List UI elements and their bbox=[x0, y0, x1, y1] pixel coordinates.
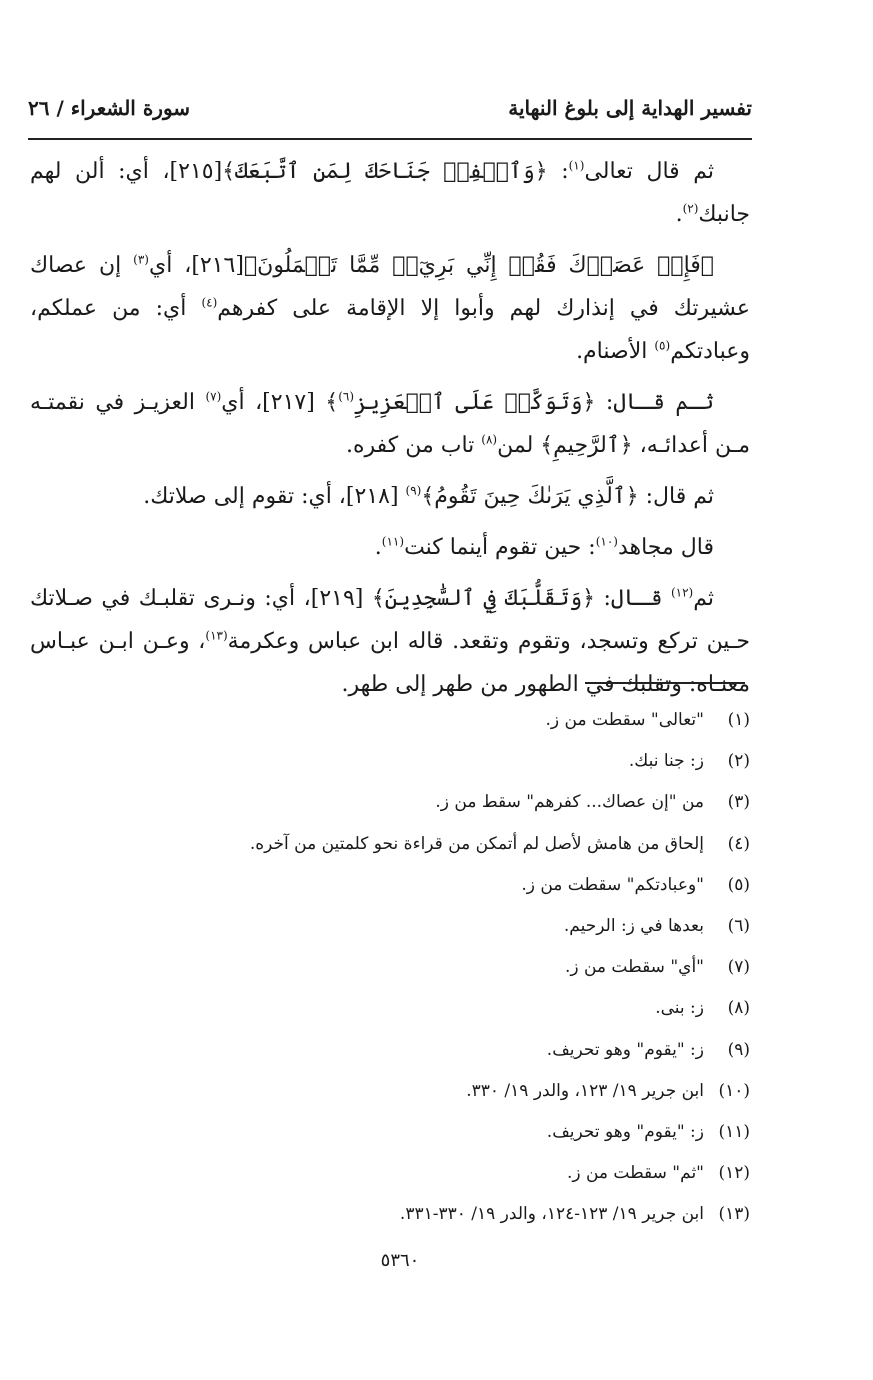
footnote-number: (١٣) bbox=[718, 1204, 750, 1225]
footnote-ref: (١٣) bbox=[205, 628, 228, 643]
footnote-number: (٩) bbox=[727, 1039, 750, 1060]
footnote-number: (٤) bbox=[727, 833, 750, 854]
footnote bbox=[80, 700, 750, 741]
surah-title: سورة الشعراء / ٢٦ bbox=[28, 96, 191, 120]
footnote-text: ز: بنى. bbox=[655, 998, 704, 1019]
footnote bbox=[80, 741, 750, 782]
paragraph-1 bbox=[30, 150, 750, 236]
footnote-ref: (٤) bbox=[201, 295, 218, 310]
page-number: ٥٣٦٠ bbox=[380, 1250, 420, 1271]
footnote-text: ز: "يقوم" وهو تحريف. bbox=[546, 1121, 704, 1142]
footnote-number: (٦) bbox=[727, 915, 750, 936]
footnote bbox=[80, 1071, 750, 1112]
footnote-text: "ثم" سقطت من ز. bbox=[566, 1163, 704, 1184]
footnote-ref: (٣) bbox=[133, 252, 149, 267]
footnote bbox=[80, 988, 750, 1029]
footnote-separator bbox=[585, 682, 745, 684]
footnote bbox=[80, 1112, 750, 1153]
footnote-text: ابن جرير ١٩/ ١٢٣-١٢٤، والدر ١٩/ ٣٣٠-٣٣١. bbox=[399, 1204, 704, 1225]
footnote-ref: (٥) bbox=[654, 338, 671, 353]
footnote bbox=[80, 865, 750, 906]
text-run: ﴾ [٢١٧]، أي bbox=[221, 390, 339, 415]
footnote-text: إلحاق من هامش لأصل لم أتمكن من قراءة نحو كلمتين من آخره. bbox=[249, 833, 704, 854]
text-run: : حين تقوم أينما كنت bbox=[404, 535, 596, 560]
footnote-number: (٢) bbox=[727, 751, 750, 772]
footnote-ref: (١٢) bbox=[670, 585, 694, 600]
footnote-text: من "إن عصاك... كفرهم" سقط من ز. bbox=[435, 792, 704, 813]
footnote-number: (٥) bbox=[727, 874, 750, 895]
text-run: ثم قال تعالى bbox=[584, 159, 714, 184]
footnote-number: (٣) bbox=[727, 792, 750, 813]
text-run: تاب من كفره. bbox=[345, 433, 482, 458]
text-run: ثـم قـال: ﴿وَتَوَكَّلۡ عَلَى ٱلۡعَزِيزِ bbox=[354, 390, 715, 415]
footnote bbox=[80, 824, 750, 865]
text-run: ثم قال: ﴿ٱلَّذِي يَرَىٰكَ حِينَ تَقُومُ﴾ bbox=[421, 484, 714, 509]
footnote-ref: (٨) bbox=[481, 432, 498, 447]
text-run: ، وعـن ابـن عبـاس معنـاه: وتقلبك في الطهور من طهر إلى طهر. bbox=[30, 629, 750, 697]
footnote bbox=[80, 782, 750, 823]
text-run: : ﴿وَٱخۡفِضۡ جَنَاحَكَ لِمَنِ ٱتَّبَعَكَ﴾[٢١٥]، أي: ألن لهم جانبك bbox=[30, 159, 750, 227]
footnotes bbox=[80, 700, 750, 1235]
text-run: ثم bbox=[693, 586, 714, 611]
footnote bbox=[80, 906, 750, 947]
text-run: [٢١٨]، أي: تقوم إلى صلاتك. bbox=[143, 484, 406, 509]
text-run: قال مجاهد bbox=[617, 535, 714, 560]
footnote-text: "أي" سقطت من ز. bbox=[564, 957, 704, 978]
footnote-text: ابن جرير ١٩/ ١٢٣، والدر ١٩/ ٣٣٠. bbox=[466, 1080, 704, 1101]
footnote-ref: (٢) bbox=[682, 201, 699, 216]
main-text bbox=[30, 150, 750, 714]
footnote-ref: (١١) bbox=[381, 534, 405, 549]
text-run: أي: من عملكم، وعبادتكم bbox=[30, 296, 750, 364]
text-run: إن عصاك عشيرتك في إنذارك لهم وأبوا إلا الإقامة على كفرهم bbox=[30, 253, 750, 321]
footnote-text: ز: "يقوم" وهو تحريف. bbox=[546, 1039, 704, 1060]
footnote-number: (١) bbox=[727, 710, 750, 730]
paragraph-3 bbox=[30, 381, 750, 467]
footnote-text: ز: جنا نبك. bbox=[628, 751, 704, 772]
header-rule bbox=[28, 138, 752, 140]
text-run: العزيـز في نقمتـه مـن أعدائـه، ﴿ٱلرَّحِيمِ﴾ لمن bbox=[30, 390, 750, 458]
footnote-ref: (٦) bbox=[338, 389, 355, 404]
footnote-text: بعدها في ز: الرحيم. bbox=[563, 915, 704, 936]
footnote-number: (١٠) bbox=[718, 1080, 750, 1101]
footnote-number: (١٢) bbox=[718, 1163, 750, 1184]
paragraph-2 bbox=[30, 244, 750, 373]
footnote bbox=[80, 1194, 750, 1235]
book-title: تفسير الهداية إلى بلوغ النهاية bbox=[508, 96, 752, 120]
text-run: قـال: ﴿وَتَقَلُّبَكَ فِي ٱلسَّٰجِدِينَ﴾ [٢١٩]، أي: ونـرى تقلبـك في صـلاتك حـين تركع وتسجد، وتقوم وتقعد. قاله ابن عباس وعكرمة bbox=[30, 586, 750, 654]
paragraph-4 bbox=[30, 475, 750, 518]
footnote-text: "تعالى" سقطت من ز. bbox=[545, 710, 704, 730]
footnote-number: (١١) bbox=[718, 1121, 750, 1142]
footnote-ref: (١) bbox=[568, 158, 585, 173]
text-run: الأصنام. bbox=[576, 339, 655, 364]
footnote bbox=[80, 1030, 750, 1071]
footnote bbox=[80, 1153, 750, 1194]
text-run: . bbox=[675, 202, 683, 227]
footnote-number: (٨) bbox=[727, 998, 750, 1019]
text-run: ﴿فَإِنۡ عَصَوۡكَ فَقُلۡ إِنِّي بَرِيٓءٞ مِّمَّا تَعۡمَلُونَ﴾[٢١٦]، أي bbox=[148, 253, 715, 278]
footnote-number: (٧) bbox=[727, 957, 750, 978]
paragraph-5 bbox=[30, 526, 750, 569]
footnote-ref: (٧) bbox=[205, 389, 222, 404]
text-run: . bbox=[374, 535, 382, 560]
footnote bbox=[80, 947, 750, 988]
running-header bbox=[28, 86, 752, 134]
paragraph-6 bbox=[30, 577, 750, 706]
footnote-ref: (١٠) bbox=[595, 534, 618, 549]
footnote-text: "وعبادتكم" سقطت من ز. bbox=[521, 874, 704, 895]
footnote-ref: (٩) bbox=[405, 483, 422, 498]
